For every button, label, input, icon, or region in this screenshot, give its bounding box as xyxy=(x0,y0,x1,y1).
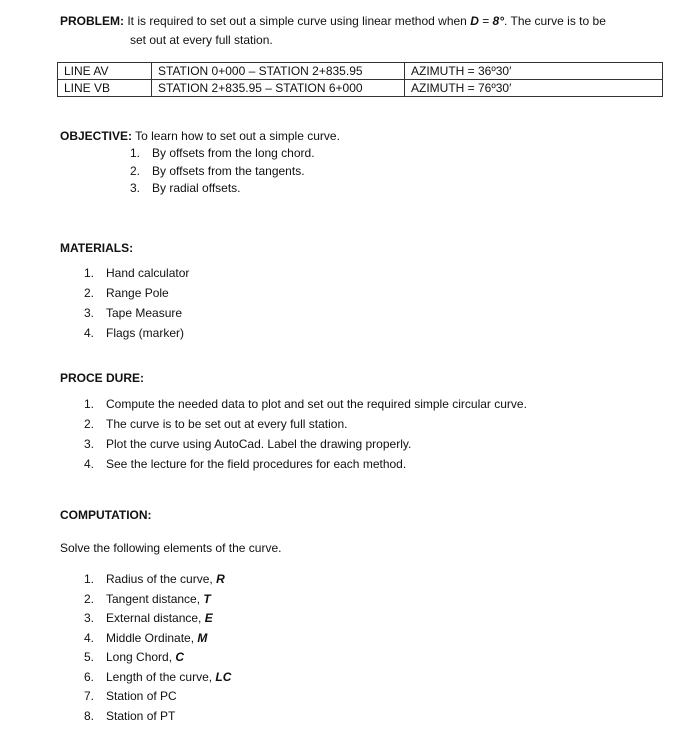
list-item-number: 2. xyxy=(84,417,95,431)
table-cell-azimuth: AZIMUTH = 76º30′ xyxy=(405,80,663,97)
list-item xyxy=(84,414,527,434)
problem-label: PROBLEM: xyxy=(60,14,124,28)
table-cell-stations: STATION 2+835.95 – STATION 6+000 xyxy=(152,80,405,97)
list-item-number: 3. xyxy=(84,437,95,451)
list-item-number: 7. xyxy=(84,689,95,703)
list-item-text: Tangent distance, xyxy=(106,591,204,606)
list-item xyxy=(130,180,315,198)
list-item-text: Plot the curve using AutoCad. Label the drawing properly. xyxy=(106,437,412,451)
list-item xyxy=(84,434,527,454)
objective-label: OBJECTIVE: xyxy=(60,129,133,143)
list-item xyxy=(84,283,189,303)
list-item-text: By offsets from the long chord. xyxy=(152,146,315,160)
list-item-text: Compute the needed data to plot and set out the required simple circular curve. xyxy=(106,397,527,411)
list-item-text: External distance, xyxy=(106,611,205,625)
table-row xyxy=(58,80,663,97)
list-item-number: 1. xyxy=(84,266,95,280)
list-item xyxy=(84,648,231,668)
list-item xyxy=(84,303,189,323)
objective-statement xyxy=(60,127,340,145)
list-item-number: 3. xyxy=(84,306,95,320)
list-item-symbol: R xyxy=(216,572,225,586)
list-item-number: 3. xyxy=(130,181,141,195)
list-item xyxy=(84,687,231,707)
objective-list xyxy=(130,145,315,198)
list-item-text: Range Pole xyxy=(106,286,169,300)
list-item-number: 4. xyxy=(84,326,95,340)
table-cell-line: LINE VB xyxy=(58,80,152,97)
problem-line-2: set out at every full station. xyxy=(130,33,273,47)
problem-d-variable: D xyxy=(470,14,479,28)
problem-text-after: . The curve is to be xyxy=(504,14,606,28)
list-item xyxy=(84,263,189,283)
list-item xyxy=(84,629,231,649)
list-item xyxy=(84,454,527,474)
list-item-symbol: C xyxy=(175,650,185,664)
list-item-text: Middle Ordinate, xyxy=(106,630,198,645)
list-item-text: Flags (marker) xyxy=(106,326,185,340)
table-cell-azimuth: AZIMUTH = 36º30′ xyxy=(405,63,663,80)
problem-text-before: It is required to set out a simple curve using linear method when xyxy=(127,14,471,28)
list-item xyxy=(84,394,527,414)
list-item xyxy=(130,145,315,163)
list-item-text: Hand calculator xyxy=(106,266,190,280)
list-item xyxy=(84,590,231,610)
list-item-number: 6. xyxy=(84,669,95,684)
list-item-number: 1. xyxy=(130,146,141,160)
list-item-number: 2. xyxy=(84,591,95,606)
problem-d-value: 8° xyxy=(492,14,505,28)
list-item-symbol: T xyxy=(203,591,211,606)
procedure-list xyxy=(84,394,527,474)
list-item-number: 8. xyxy=(84,708,95,723)
list-item xyxy=(84,609,231,629)
list-item-number: 4. xyxy=(84,457,95,471)
list-item xyxy=(84,707,231,727)
list-item-number: 2. xyxy=(130,163,141,178)
materials-heading: MATERIALS: xyxy=(60,241,134,255)
problem-statement xyxy=(60,12,660,50)
computation-intro: Solve the following elements of the curve. xyxy=(60,541,282,555)
list-item-text: Station of PC xyxy=(106,689,177,703)
table-cell-stations: STATION 0+000 – STATION 2+835.95 xyxy=(152,63,405,80)
problem-equals: = xyxy=(478,14,493,28)
list-item xyxy=(130,163,315,181)
objective-text: To learn how to set out a simple curve. xyxy=(132,129,340,143)
list-item-text: Length of the curve, xyxy=(106,669,216,684)
list-item-text: By offsets from the tangents. xyxy=(152,163,305,178)
list-item xyxy=(84,570,231,590)
list-item-number: 4. xyxy=(84,630,95,645)
materials-list xyxy=(84,263,189,343)
list-item-number: 2. xyxy=(84,286,95,300)
problem-line-1 xyxy=(60,12,660,31)
line-data-table xyxy=(57,62,663,97)
list-item-text: See the lecture for the field procedures for each method. xyxy=(106,457,407,471)
list-item xyxy=(84,323,189,343)
list-item-text: Long Chord, xyxy=(106,650,176,664)
list-item-text: Radius of the curve, xyxy=(106,572,217,586)
list-item-text: By radial offsets. xyxy=(152,181,241,195)
list-item-number: 5. xyxy=(84,650,95,664)
list-item-symbol: M xyxy=(197,630,208,645)
list-item-text: Tape Measure xyxy=(106,306,183,320)
computation-list xyxy=(84,570,231,726)
list-item-text: Station of PT xyxy=(106,708,176,723)
list-item-number: 3. xyxy=(84,611,95,625)
table-cell-line: LINE AV xyxy=(58,63,152,80)
computation-heading: COMPUTATION: xyxy=(60,508,152,522)
list-item-text: The curve is to be set out at every full station. xyxy=(106,417,348,431)
list-item-symbol: E xyxy=(204,611,213,625)
list-item-number: 1. xyxy=(84,397,95,411)
procedure-heading: PROCE DURE: xyxy=(60,371,145,385)
list-item-number: 1. xyxy=(84,572,95,586)
table-row xyxy=(58,63,663,80)
list-item-symbol: LC xyxy=(215,669,232,684)
list-item xyxy=(84,668,231,688)
